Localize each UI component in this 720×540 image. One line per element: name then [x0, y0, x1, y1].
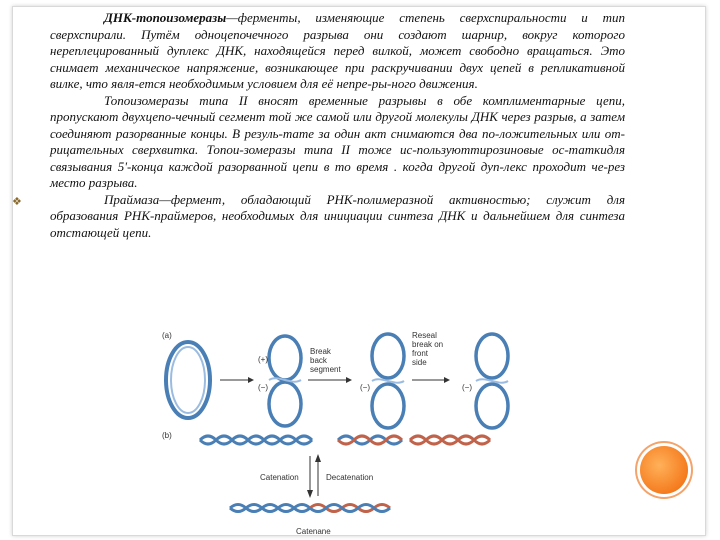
bullet-diamond-icon: ❖ — [12, 195, 22, 208]
slide-text — [12, 10, 625, 241]
figure-svg — [160, 328, 530, 538]
label-b: (b) — [162, 431, 172, 440]
arrow-3-head — [444, 377, 450, 383]
break-label-2: back — [310, 356, 327, 365]
break-label-3: segment — [310, 365, 341, 374]
arrow-decatenation-head — [315, 454, 321, 462]
catenane-top — [200, 436, 490, 444]
supercoil-1 — [269, 336, 301, 426]
paragraph-topoisomerase-ii: Топоизомеразы типа II вносят временные разрывы в обе комплиментарные цепи, пропускают двухцепо-чечный сегмент той же самой или другой молекулы ДНК через разрыв, а затем соединяют разорванные концы. В резуль-тате за один акт снимаются два по-ложительных или от-рицательных сверхвитка. Топои-зомеразы типа II тоже ис-пользуюттирозиновые ос-таткидля связывания 5'-конца каждой разорванной цепи в то время . когда другой дуп-лекс проходит че-рез место разрыва. — [50, 92, 625, 190]
paragraph-primase: Праймаза—фермент, обладающий РНК-полимеразной активностью; служит для образования РНК-праймеров, необходимых для инициации синтеза ДНК и дальнейшем для синтеза отстающей цепи. — [50, 191, 625, 240]
minus-label-3: (−) — [462, 383, 472, 392]
arrow-2-head — [346, 377, 352, 383]
decorative-orange-circle — [640, 446, 688, 494]
decatenation-label: Decatenation — [326, 473, 374, 482]
minus-label-1: (−) — [258, 383, 268, 392]
reseal-label-4: side — [412, 358, 427, 367]
break-label-1: Break — [310, 347, 331, 356]
relaxed-circle-inner — [171, 347, 205, 413]
paragraph-topoisomerases-body: —ферменты, изменяющие степень сверхспиральности и тип сверхспирали. Путём одноцепочечного разрыва они создают шарнир, вокруг которого нереплецированный дуплекс ДНК, находящейся перед вилкой, может свободно вращаться. Это снимает механическое напряжение, возникающее при раскручивании двух цепей в репликативной вилке, что явля-ется необходимым условием для её непре-ры-ного движения. — [50, 10, 625, 91]
arrow-catenation-head — [307, 490, 313, 498]
label-a: (a) — [162, 331, 172, 340]
plus-label-1: (+) — [258, 355, 268, 364]
reseal-label-1: Reseal — [412, 331, 437, 340]
topoisomerase-figure — [160, 328, 530, 538]
catenane-bottom — [230, 505, 390, 512]
arrow-1-head — [248, 377, 254, 383]
supercoil-3 — [476, 334, 508, 428]
term-topoisomerases: ДНК-топоизомеразы — [104, 10, 227, 25]
supercoil-2 — [372, 334, 404, 428]
catenation-label: Catenation — [260, 473, 299, 482]
reseal-label-2: break on — [412, 340, 444, 349]
paragraph-topoisomerases — [50, 10, 625, 93]
relaxed-circle-outer — [166, 342, 210, 418]
catenane-label: Catenane — [296, 527, 331, 536]
minus-label-2: (−) — [360, 383, 370, 392]
reseal-label-3: front — [412, 349, 429, 358]
bullet-primase — [12, 191, 625, 242]
